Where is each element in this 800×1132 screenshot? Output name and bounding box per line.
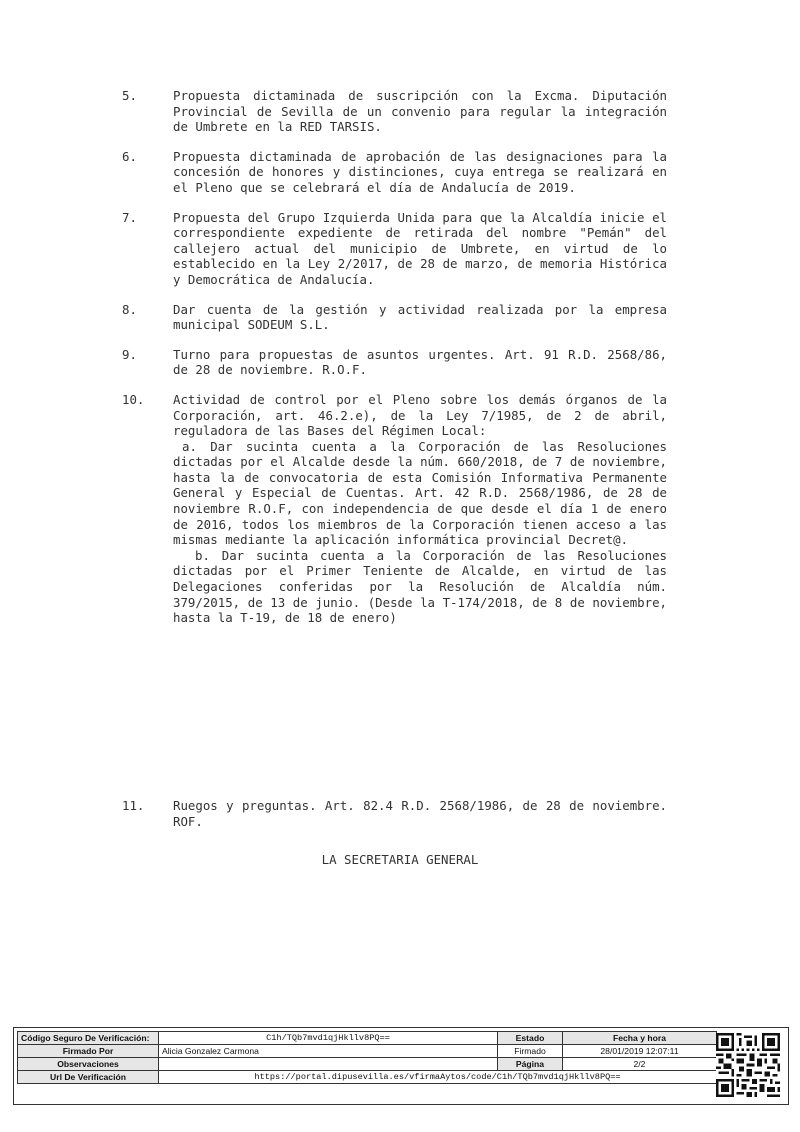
url-label: Url De Verificación: [18, 1071, 159, 1084]
pagina-value: 2/2: [563, 1058, 717, 1071]
agenda-item-5: [122, 88, 667, 135]
observaciones-label: Observaciones: [18, 1058, 159, 1071]
agenda-text-block: [173, 392, 667, 626]
agenda-list: [122, 88, 667, 640]
agenda-number: 10.: [122, 391, 145, 407]
fecha-value: 28/01/2019 12:07:11: [563, 1045, 717, 1058]
verification-table: [17, 1031, 717, 1084]
pagina-label: Página: [498, 1058, 563, 1071]
agenda-number: 8.: [122, 301, 137, 317]
codigo-value: C1h/TQb7mvd1qjHkllv8PQ==: [159, 1032, 498, 1045]
agenda-text: Turno para propuestas de asuntos urgentes. Art. 91 R.D. 2568/86, de 28 de noviembre. R.O.F.: [173, 346, 667, 378]
agenda-item-8: [122, 302, 667, 333]
observaciones-value: [159, 1058, 498, 1071]
agenda-text: Actividad de control por el Pleno sobre los demás órganos de la Corporación, art. 46.2.e), de la Ley 7/1985, de 2 de abril, reguladora de las Bases del Régimen Local:: [173, 391, 667, 439]
agenda-number: 5.: [122, 88, 137, 103]
agenda-number: 6.: [122, 148, 137, 164]
verification-footer: [13, 1027, 789, 1105]
agenda-text: Ruegos y preguntas. Art. 82.4 R.D. 2568/1986, de 28 de noviembre. ROF.: [173, 798, 667, 829]
agenda-subitem-b: b. Dar sucinta cuenta a la Corporación de las Resoluciones dictadas por el Primer Teniente de Alcalde, en virtud de las Delegaciones conferidas por la Resolución de Alcaldía núm. 379/2015, de 13 de junio. (Desde la T-174/2018, de 8 de noviembre, hasta la T-19, de 18 de enero): [173, 547, 667, 626]
signatory-title: LA SECRETARIA GENERAL: [321, 852, 479, 867]
agenda-text: Propuesta dictaminada de aprobación de las designaciones para la concesión de honores y distinciones, cuya entrega se realizará en el Pleno que se celebrará el día de Andalucía de 2019.: [173, 148, 667, 195]
agenda-text: Propuesta del Grupo Izquierda Unida para que la Alcaldía inicie el correspondiente expediente de retirada del nombre "Pemán" del callejero actual del municipio de Umbrete, en virtud de lo establecido en la Ley 2/2017, de 28 de marzo, de memoria Histórica y Democrática de Andalucía.: [173, 209, 667, 287]
firmado-label: Firmado Por: [18, 1045, 159, 1058]
agenda-text: Dar cuenta de la gestión y actividad realizada por la empresa municipal SODEUM S.L.: [173, 301, 667, 333]
estado-label: Estado: [498, 1032, 563, 1045]
fecha-label: Fecha y hora: [563, 1032, 717, 1045]
firmado-value: Alicia Gonzalez Carmona: [159, 1045, 498, 1058]
agenda-subitem-a: a. Dar sucinta cuenta a la Corporación de las Resoluciones dictadas por el Alcalde desde la núm. 660/2018, de 7 de noviembre, hasta la de convocatoria de esta Comisión Informativa Permanente General y Especial de Cuentas. Art. 42 R.D. 2568/1986, de 28 de noviembre R.O.F, con independencia de que desde el día 1 de enero de 2016, todos los miembros de la Corporación tienen acceso a las mismas mediante la aplicación informática provincial Decret@.: [173, 438, 667, 548]
qr-code-icon: [716, 1033, 780, 1097]
agenda-number: 11.: [122, 798, 145, 813]
agenda-item-10: [122, 392, 667, 626]
agenda-number: 9.: [122, 346, 137, 362]
agenda-item-6: [122, 149, 667, 196]
codigo-label: Código Seguro De Verificación:: [18, 1032, 159, 1045]
agenda-item-7: [122, 210, 667, 288]
url-value[interactable]: https://portal.dipusevilla.es/vfirmaAytos/code/C1h/TQb7mvd1qjHkllv8PQ==: [159, 1071, 717, 1084]
agenda-text: Propuesta dictaminada de suscripción con la Excma. Diputación Provincial de Sevilla de un convenio para regular la integración de Umbrete en la RED TARSIS.: [173, 88, 667, 135]
agenda-item-9: [122, 347, 667, 378]
agenda-number: 7.: [122, 209, 137, 225]
agenda-item-11: [122, 798, 667, 829]
estado-value: Firmado: [498, 1045, 563, 1058]
